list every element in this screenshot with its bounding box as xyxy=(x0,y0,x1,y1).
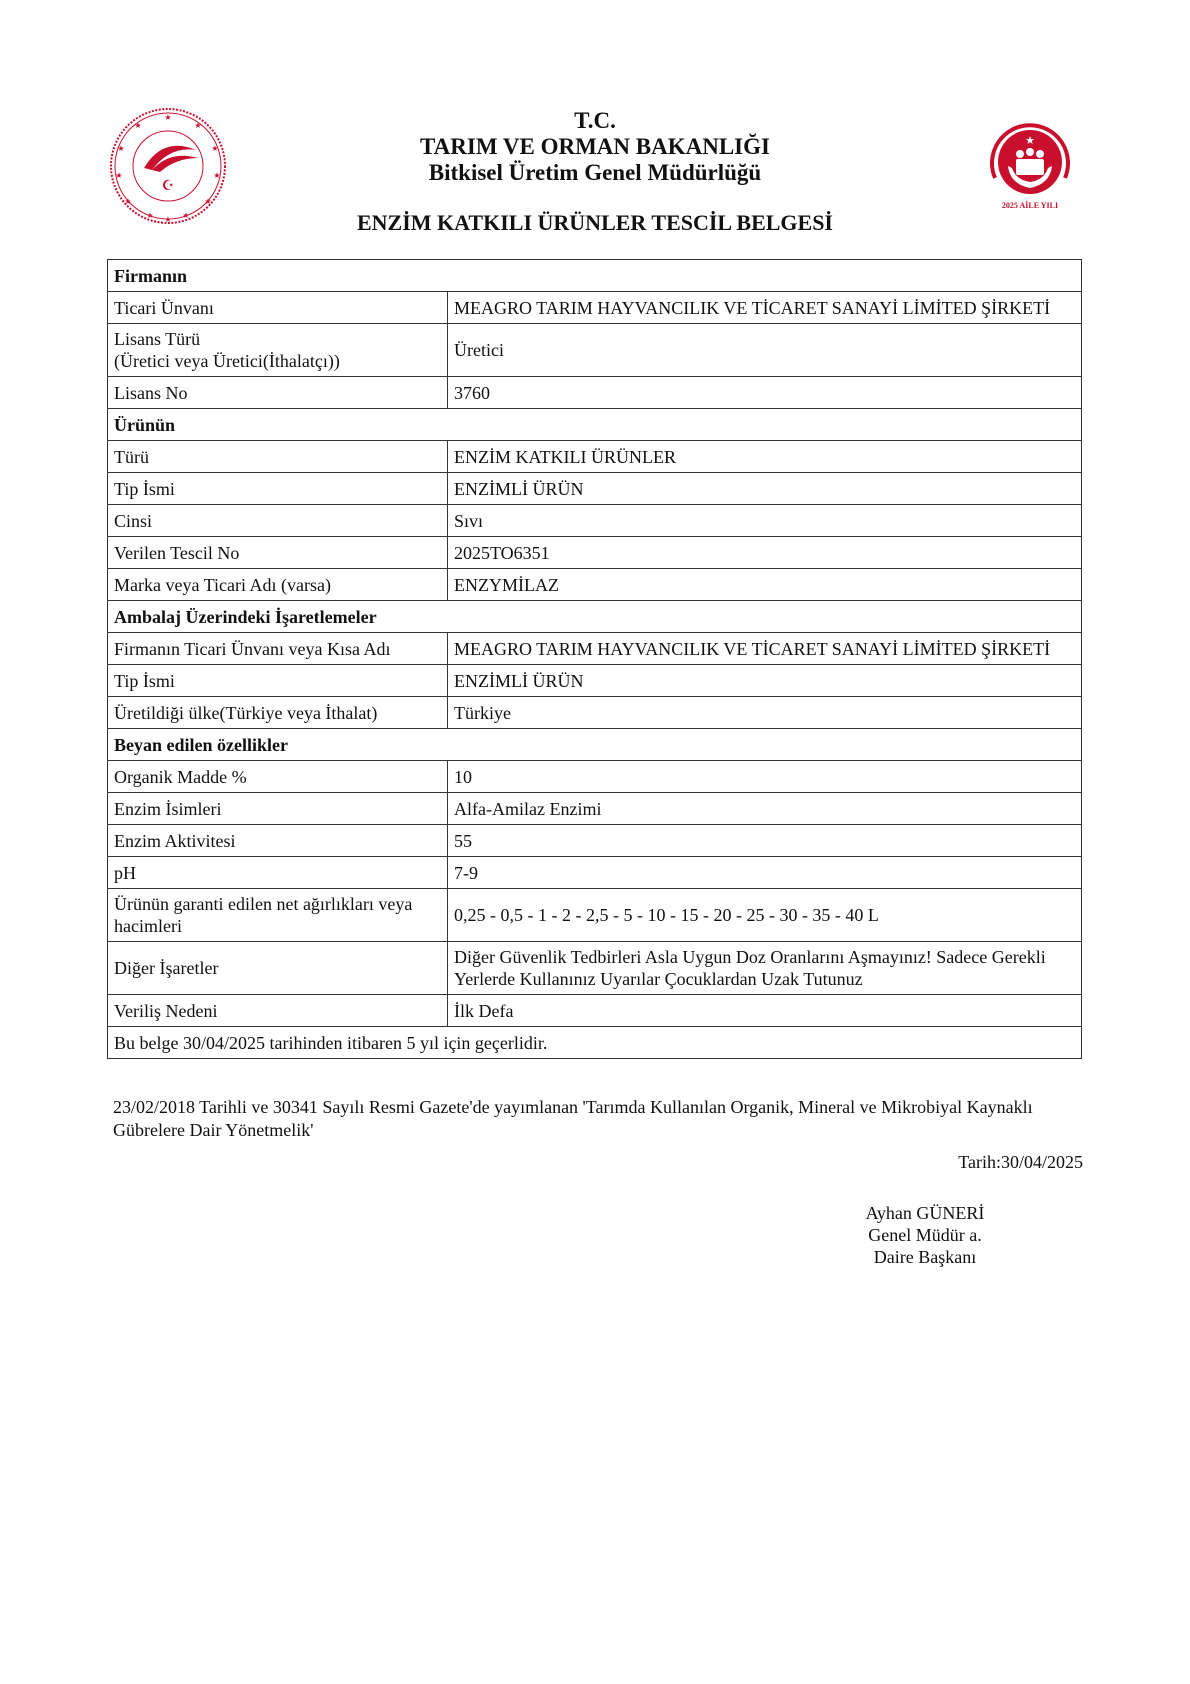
table-row xyxy=(108,473,1082,505)
svg-text:★: ★ xyxy=(211,144,219,153)
regulation-reference: 23/02/2018 Tarihli ve 30341 Sayılı Resmi Gazete'de yayımlanan 'Tarımda Kullanılan Organik, Mineral ve Mikrobiyal Kaynaklı Gübrelere Dair Yönetmelik' xyxy=(113,1097,1033,1140)
section-title: Ürünün xyxy=(108,409,1082,441)
svg-text:★: ★ xyxy=(115,171,123,180)
header-directorate: Bitkisel Üretim Genel Müdürlüğü xyxy=(428,160,762,185)
table-row xyxy=(108,537,1082,569)
row-value: Üretici xyxy=(448,324,1082,377)
svg-text:★: ★ xyxy=(204,197,212,206)
table-row xyxy=(108,292,1082,324)
table-row xyxy=(108,995,1082,1027)
table-row xyxy=(108,633,1082,665)
row-label: Üretildiği ülke(Türkiye veya İthalat) xyxy=(108,697,448,729)
row-value: Sıvı xyxy=(448,505,1082,537)
row-label: Tip İsmi xyxy=(108,665,448,697)
svg-text:☪: ☪ xyxy=(161,179,175,194)
row-value: ENZYMİLAZ xyxy=(448,569,1082,601)
svg-text:★: ★ xyxy=(1025,135,1035,147)
issue-date: Tarih:30/04/2025 xyxy=(958,1152,1083,1172)
signer-name: Ayhan GÜNERİ xyxy=(865,1203,985,1223)
row-label: pH xyxy=(108,857,448,889)
signer-department: Daire Başkanı xyxy=(873,1247,977,1267)
row-value: 3760 xyxy=(448,377,1082,409)
row-label: Marka veya Ticari Adı (varsa) xyxy=(108,569,448,601)
table-row xyxy=(108,569,1082,601)
row-label: Lisans No xyxy=(108,377,448,409)
svg-text:2025 AİLE YILI: 2025 AİLE YILI xyxy=(1001,201,1059,210)
row-value: 10 xyxy=(448,761,1082,793)
row-label: Ticari Ünvanı xyxy=(108,292,448,324)
row-value: Türkiye xyxy=(448,697,1082,729)
section-title: Firmanın xyxy=(108,260,1082,292)
2025-aile-yili-icon xyxy=(980,116,1080,216)
svg-text:★: ★ xyxy=(182,211,190,220)
table-row xyxy=(108,665,1082,697)
table-row xyxy=(108,324,1082,377)
svg-text:★: ★ xyxy=(164,215,172,224)
signer-title: Genel Müdür a. xyxy=(868,1225,982,1245)
svg-text:★: ★ xyxy=(124,197,132,206)
row-value: ENZİMLİ ÜRÜN xyxy=(448,665,1082,697)
table-row xyxy=(108,697,1082,729)
row-label-line: Lisans Türü xyxy=(114,329,201,349)
svg-text:★: ★ xyxy=(164,113,172,122)
header-ministry: TARIM VE ORMAN BAKANLIĞI xyxy=(420,134,770,159)
table-row xyxy=(108,857,1082,889)
row-label: Ürünün garanti edilen net ağırlıkları veya hacimleri xyxy=(108,889,448,942)
row-label xyxy=(108,324,448,377)
row-value: ENZİM KATKILI ÜRÜNLER xyxy=(448,441,1082,473)
section-title: Ambalaj Üzerindeki İşaretlemeler xyxy=(108,601,1082,633)
section-header-packaging xyxy=(108,601,1082,633)
table-row xyxy=(108,825,1082,857)
row-label: Organik Madde % xyxy=(108,761,448,793)
row-label: Cinsi xyxy=(108,505,448,537)
row-value: 0,25 - 0,5 - 1 - 2 - 2,5 - 5 - 10 - 15 - 20 - 25 - 30 - 35 - 40 L xyxy=(448,889,1082,942)
table-row xyxy=(108,441,1082,473)
row-label: Enzim İsimleri xyxy=(108,793,448,825)
section-header-firm xyxy=(108,260,1082,292)
row-label: Veriliş Nedeni xyxy=(108,995,448,1027)
row-value: 7-9 xyxy=(448,857,1082,889)
row-label: Tip İsmi xyxy=(108,473,448,505)
row-label: Türü xyxy=(108,441,448,473)
row-label: Diğer İşaretler xyxy=(108,942,448,995)
row-value: Alfa-Amilaz Enzimi xyxy=(448,793,1082,825)
row-label-line: (Üretici veya Üretici(İthalatçı)) xyxy=(114,351,340,371)
header-tc: T.C. xyxy=(574,108,616,133)
certificate-table xyxy=(107,259,1082,1059)
section-title: Beyan edilen özellikler xyxy=(108,729,1082,761)
validity-row xyxy=(108,1027,1082,1059)
section-header-declared xyxy=(108,729,1082,761)
row-value: 55 xyxy=(448,825,1082,857)
svg-text:★: ★ xyxy=(117,144,125,153)
row-value: MEAGRO TARIM HAYVANCILIK VE TİCARET SANAYİ LİMİTED ŞİRKETİ xyxy=(448,633,1082,665)
svg-text:★: ★ xyxy=(213,171,221,180)
table-row xyxy=(108,942,1082,995)
document-title: ENZİM KATKILI ÜRÜNLER TESCİL BELGESİ xyxy=(357,210,833,235)
section-header-product xyxy=(108,409,1082,441)
table-row xyxy=(108,505,1082,537)
row-value: 2025TO6351 xyxy=(448,537,1082,569)
table-row xyxy=(108,377,1082,409)
signature-block xyxy=(820,1202,1030,1268)
svg-text:★: ★ xyxy=(146,211,154,220)
table-row xyxy=(108,889,1082,942)
validity-text: Bu belge 30/04/2025 tarihinden itibaren 5 yıl için geçerlidir. xyxy=(108,1027,1082,1059)
table-row xyxy=(108,793,1082,825)
row-value: İlk Defa xyxy=(448,995,1082,1027)
svg-text:★: ★ xyxy=(194,121,202,130)
row-label: Enzim Aktivitesi xyxy=(108,825,448,857)
row-label: Verilen Tescil No xyxy=(108,537,448,569)
svg-text:★: ★ xyxy=(134,121,142,130)
row-value: ENZİMLİ ÜRÜN xyxy=(448,473,1082,505)
row-label: Firmanın Ticari Ünvanı veya Kısa Adı xyxy=(108,633,448,665)
row-value: MEAGRO TARIM HAYVANCILIK VE TİCARET SANAYİ LİMİTED ŞİRKETİ xyxy=(448,292,1082,324)
row-value: Diğer Güvenlik Tedbirleri Asla Uygun Doz Oranlarını Aşmayınız! Sadece Gerekli Yerlerde Kullanınız Uyarılar Çocuklardan Uzak Tutunuz xyxy=(448,942,1082,995)
table-row xyxy=(108,761,1082,793)
